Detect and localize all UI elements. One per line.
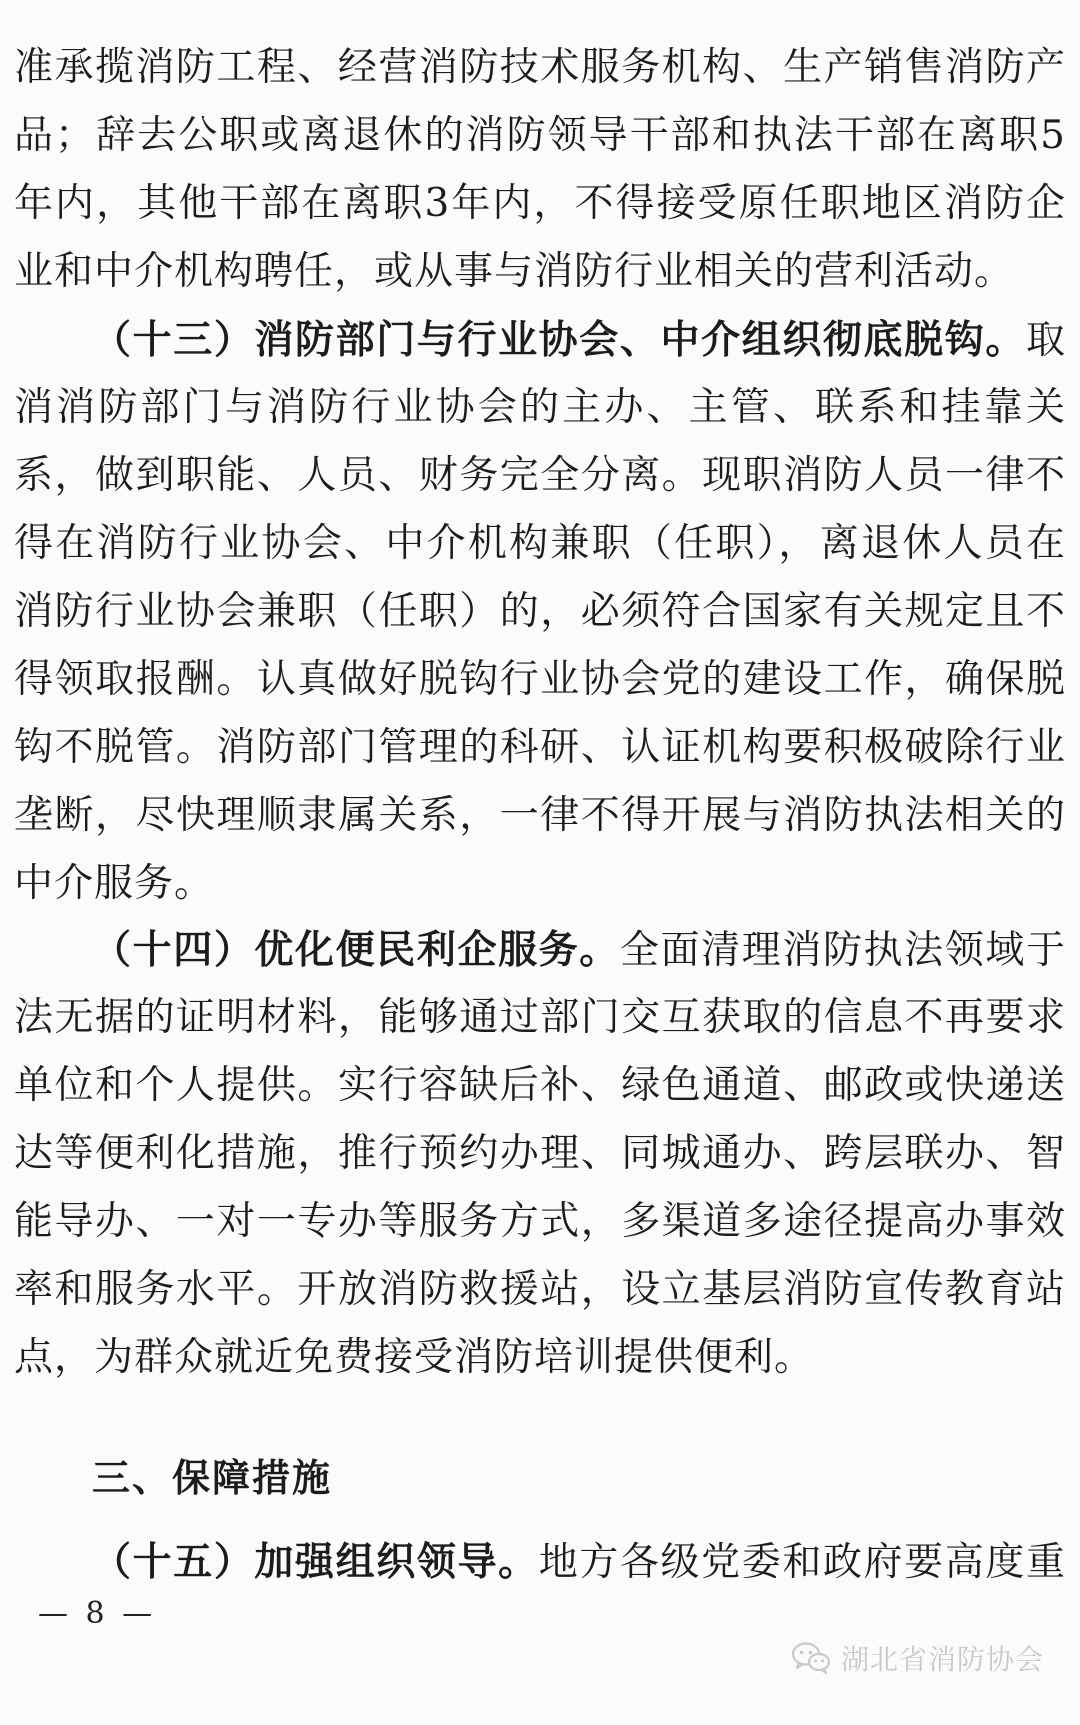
paragraph-3 [14, 916, 1066, 1392]
paragraph-4 [14, 1528, 1066, 1596]
text-line: 品；辞去公职或离退休的消防领导干部和执法干部在离职5 [14, 113, 1066, 158]
section-heading: 三、保障措施 [92, 1456, 333, 1500]
text-line: 钩不脱管。消防部门管理的科研、认证机构要积极破除行业 [14, 725, 1066, 770]
page-number: — 8 — [38, 1596, 157, 1631]
text-line [14, 1528, 1066, 1596]
text-line: 得在消防行业协会、中介机构兼职（任职），离退休人员在 [14, 521, 1066, 566]
paragraph-2-lead: 取 [1025, 318, 1066, 363]
paragraph-3-lead: 全面清理消防执法领域于 [619, 928, 1066, 973]
text-line: 系，做到职能、人员、财务完全分离。现职消防人员一律不 [14, 453, 1066, 498]
text-line [14, 916, 1066, 984]
text-line: 法无据的证明材料，能够通过部门交互获取的信息不再要求 [14, 995, 1066, 1040]
watermark-text: 湖北省消防协会 [840, 1643, 1044, 1676]
paragraph-1 [14, 34, 1066, 306]
text-line: 年内，其他干部在离职3年内，不得接受原任职地区消防企 [14, 181, 1066, 226]
text-line: 准承揽消防工程、经营消防技术服务机构、生产销售消防产 [14, 45, 1066, 90]
text-line: 垄断，尽快理顺隶属关系，一律不得开展与消防执法相关的 [14, 793, 1066, 838]
text-line: 能导办、一对一专办等服务方式，多渠道多途径提高办事效 [14, 1199, 1066, 1244]
text-line: 得领取报酬。认真做好脱钩行业协会党的建设工作，确保脱 [14, 657, 1066, 702]
text-line [14, 306, 1066, 374]
paragraph-3-heading: （十四）优化便民利企服务。 [92, 927, 620, 973]
text-line: 消防行业协会兼职（任职）的，必须符合国家有关规定且不 [14, 589, 1066, 634]
paragraph-2 [14, 306, 1066, 918]
paragraph-4-lead: 地方各级党委和政府要高度重 [538, 1540, 1066, 1585]
text-line: 率和服务水平。开放消防救援站，设立基层消防宣传教育站 [14, 1267, 1066, 1312]
text-line: 中介服务。 [14, 861, 215, 906]
text-line: 点，为群众就近免费接受消防培训提供便利。 [14, 1335, 815, 1380]
paragraph-2-heading: （十三）消防部门与行业协会、中介组织彻底脱钩。 [92, 317, 1026, 363]
watermark [791, 1638, 1044, 1678]
text-line: 达等便利化措施，推行预约办理、同城通办、跨层联办、智 [14, 1131, 1066, 1176]
wechat-icon [791, 1641, 831, 1675]
text-line: 业和中介机构聘任，或从事与消防行业相关的营利活动。 [14, 249, 1015, 294]
text-line: 消消防部门与消防行业协会的主办、主管、联系和挂靠关 [14, 385, 1066, 430]
paragraph-4-heading: （十五）加强组织领导。 [92, 1539, 539, 1585]
text-line: 单位和个人提供。实行容缺后补、绿色通道、邮政或快递送 [14, 1063, 1066, 1108]
